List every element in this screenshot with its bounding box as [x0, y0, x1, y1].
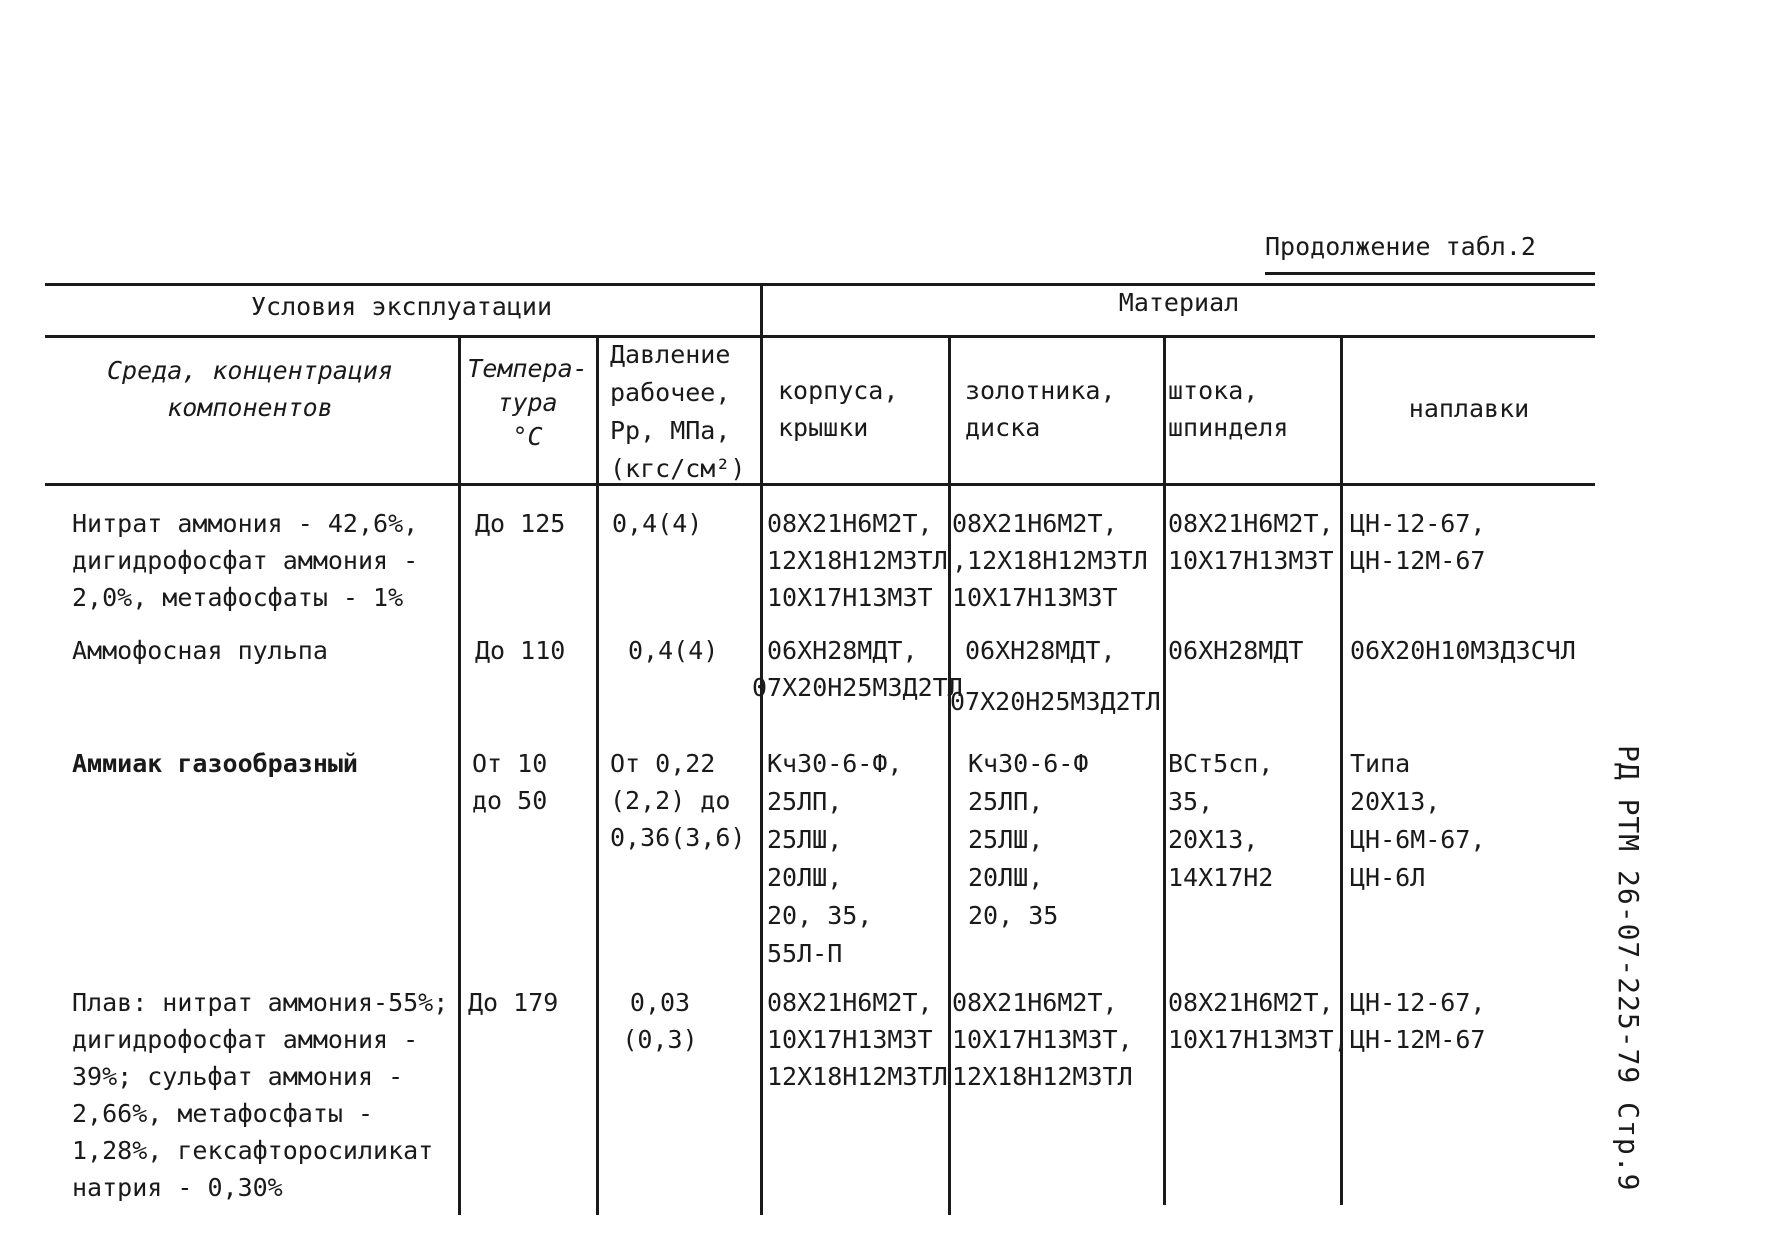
col-divider-pressure [596, 335, 599, 1215]
row3-temperature: От 10 до 50 [472, 749, 548, 815]
group-header-material: Материал [1118, 288, 1240, 317]
row3-body: Кч30-6-Ф, 25ЛП, 25ЛШ, 20ЛШ, 20, 35, 55Л-П [767, 749, 903, 968]
group-header-conditions: Условия эксплуатации [250, 292, 553, 321]
table-top-rule [1265, 272, 1595, 275]
header-body: корпуса, крышки [778, 376, 899, 442]
row3-overlay: Типа 20Х13, ЦН-6М-67, ЦН-6Л [1350, 749, 1486, 892]
group-header-rule [45, 335, 1595, 338]
row2-body: 06ХН28МДТ, 07Х20Н25М3Д2ТЛ [752, 636, 963, 702]
col-divider-overlay [1340, 335, 1343, 1205]
row4-temperature: До 179 [468, 988, 559, 1017]
row3-spool: Кч30-6-Ф 25ЛП, 25ЛШ, 20ЛШ, 20, 35 [968, 749, 1089, 930]
header-stem: штока, шпинделя [1168, 376, 1289, 442]
row3-medium: Аммиак газообразный [72, 749, 358, 778]
row1-stem: 08Х21Н6М2Т, 10Х17Н13М3Т [1168, 509, 1334, 575]
header-overlay: наплавки [1408, 394, 1530, 423]
col-divider-material [760, 283, 763, 1215]
row1-overlay: ЦН-12-67, ЦН-12М-67 [1350, 509, 1486, 575]
row4-pressure: 0,03 (0,3) [622, 988, 698, 1054]
col-divider-spool [948, 335, 951, 1215]
document-side-label: РД РТМ 26-07-225-79 Стр.9 [1612, 745, 1645, 1192]
row3-pressure: От 0,22 (2,2) до 0,36(3,6) [610, 749, 746, 852]
col-divider-temperature [458, 335, 461, 1215]
row1-body: 08Х21Н6М2Т, 12Х18Н12М3ТЛ 10Х17Н13М3Т [767, 509, 948, 612]
row4-medium: Плав: нитрат аммония-55%; дигидрофосфат аммония - 39%; сульфат аммония - 2,66%, метафосфаты - 1,28%, гексафторосиликат натрия - 0,30% [72, 988, 449, 1202]
col-divider-stem [1163, 335, 1166, 1205]
header-medium: Среда, концентрация компонентов [107, 356, 393, 422]
row4-stem: 08Х21Н6М2Т, 10Х17Н13М3Т, [1168, 988, 1349, 1054]
row1-pressure: 0,4(4) [612, 509, 703, 538]
row3-stem: ВСт5сп, 35, 20Х13, 14Х17Н2 [1168, 749, 1274, 892]
header-bottom-rule [45, 483, 1595, 486]
table-caption: Продолжение табл.2 [1265, 232, 1536, 261]
row2-medium: Аммофосная пульпа [72, 636, 328, 665]
row1-medium: Нитрат аммония - 42,6%, дигидрофосфат аммония - 2,0%, метафосфаты - 1% [72, 509, 419, 612]
header-pressure: Давление рабочее, Рр, МПа, (кгс/см²) [610, 340, 746, 483]
row4-overlay: ЦН-12-67, ЦН-12М-67 [1350, 988, 1486, 1054]
row4-spool: 08Х21Н6М2Т, 10Х17Н13М3Т, 12Х18Н12М3ТЛ [952, 988, 1133, 1091]
header-spool: золотника, диска [965, 376, 1116, 442]
row2-temperature: До 110 [475, 636, 566, 665]
row1-temperature: До 125 [475, 509, 566, 538]
row2-stem: 06ХН28МДТ [1168, 636, 1304, 665]
row2-pressure: 0,4(4) [628, 636, 719, 665]
row2-overlay: 06Х20Н10М3Д3СЧЛ [1350, 636, 1576, 665]
header-temperature: Темпера- тура °C [467, 354, 588, 451]
row2-spool: 06ХН28МДТ, 07Х20Н25М3Д2ТЛ [950, 636, 1161, 716]
row4-body: 08Х21Н6М2Т, 10Х17Н13М3Т 12Х18Н12М3ТЛ [767, 988, 948, 1091]
row1-spool: 08Х21Н6М2Т, ,12Х18Н12М3ТЛ 10Х17Н13М3Т [952, 509, 1148, 612]
